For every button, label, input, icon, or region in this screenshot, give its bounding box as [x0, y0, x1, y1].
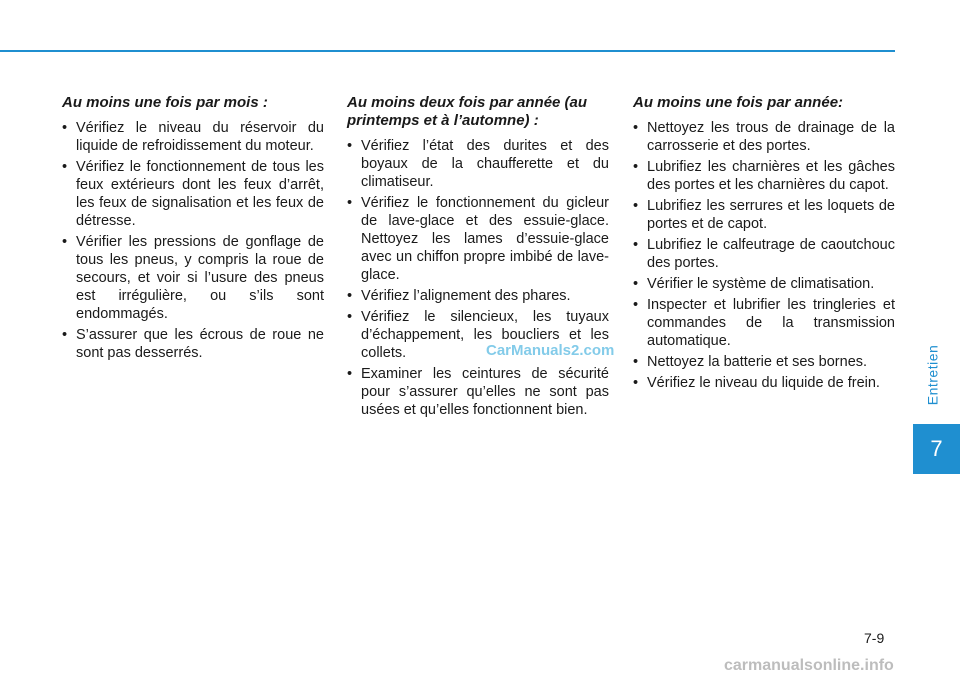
- chapter-number-badge: 7: [913, 424, 960, 474]
- list-item: • Inspecter et lubrifier les tringleries et commandes de la transmission automatique.: [633, 296, 895, 350]
- section-heading: Au moins deux fois par année (au printemps et à l’automne) :: [347, 94, 588, 129]
- checklist: [347, 137, 609, 419]
- list-item: • Vérifiez le silencieux, les tuyaux d’échappement, les boucliers et les collets.: [347, 308, 609, 362]
- section-heading: Au moins une fois par année:: [633, 94, 844, 111]
- list-item: • Examiner les ceintures de sécurité pour s’assurer qu’elles ne sont pas usées et qu’elles fonctionnent bien.: [347, 365, 609, 419]
- header-rule: [0, 50, 895, 52]
- page-number: 7-9: [864, 630, 885, 646]
- monthly-checks-section: [62, 94, 324, 365]
- checklist: [62, 119, 324, 362]
- chapter-tab-label: [919, 320, 945, 430]
- list-item: • Vérifiez le fonctionnement du gicleur de lave-glace et des essuie-glace. Nettoyez les lames d’essuie-glace avec un chiffon propre imbibé de lave-glace.: [347, 194, 609, 284]
- list-item: • Vérifier le système de climatisation.: [633, 275, 895, 293]
- list-item: • Lubrifiez les serrures et les loquets de portes et de capot.: [633, 197, 895, 233]
- watermark-carmanuals2: CarManuals2.com: [486, 342, 615, 359]
- list-item: • Vérifiez l’alignement des phares.: [347, 287, 609, 305]
- list-item: • Nettoyez la batterie et ses bornes.: [633, 353, 895, 371]
- section-heading: Au moins une fois par mois :: [62, 94, 268, 111]
- list-item: • S’assurer que les écrous de roue ne sont pas desserrés.: [62, 326, 324, 362]
- list-item: • Vérifiez le niveau du liquide de frein.: [633, 374, 895, 392]
- annual-checks-section: [633, 94, 895, 395]
- watermark-carmanualsonline: carmanualsonline.info: [724, 657, 894, 674]
- list-item: • Lubrifiez le calfeutrage de caoutchouc des portes.: [633, 236, 895, 272]
- list-item: • Nettoyez les trous de drainage de la carrosserie et des portes.: [633, 119, 895, 155]
- list-item: • Lubrifiez les charnières et les gâches des portes et les charnières du capot.: [633, 158, 895, 194]
- list-item: • Vérifiez le niveau du réservoir du liquide de refroidissement du moteur.: [62, 119, 324, 155]
- list-item: • Vérifiez l’état des durites et des boyaux de la chaufferette et du climatiseur.: [347, 137, 609, 191]
- checklist: [633, 119, 895, 392]
- chapter-title: Entretien: [924, 344, 941, 406]
- list-item: • Vérifiez le fonctionnement de tous les feux extérieurs dont les feux d’arrêt, les feux de signalisation et les feux de détresse.: [62, 158, 324, 230]
- semiannual-checks-section: [347, 94, 609, 422]
- list-item: • Vérifier les pressions de gonflage de tous les pneus, y compris la roue de secours, et voir si l’usure des pneus est irrégulière, ou s’ils sont endommagés.: [62, 233, 324, 323]
